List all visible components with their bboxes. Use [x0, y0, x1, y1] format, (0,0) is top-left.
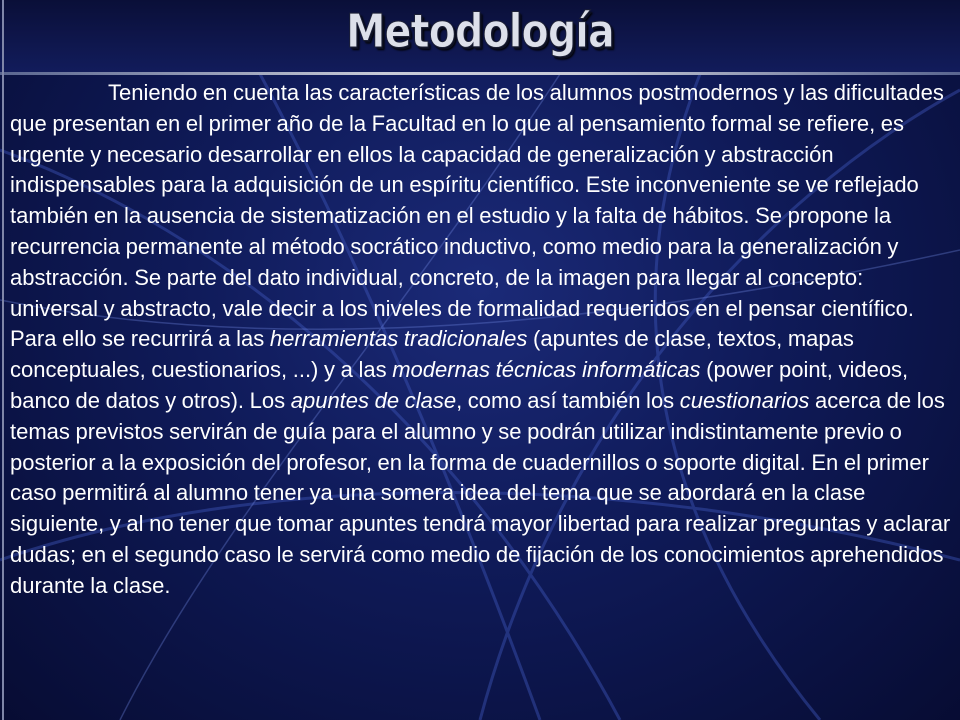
slide-title: Metodología — [346, 4, 614, 58]
left-border — [2, 0, 4, 720]
paragraph-italic-apuntes: apuntes de clase — [290, 387, 457, 413]
paragraph-text-2: (apuntes de clase, textos, mapas conceptuales, cuestionarios, ...) y a las — [10, 326, 854, 383]
paragraph-italic-herramientas: herramientas tradicionales — [269, 326, 528, 352]
paragraph-text-5: acerca de los temas previstos servirán de guía para el alumno y se podrán utilizar indistintamente previo o posterior a la exposición del profesor, en la forma de cuadernillos o soporte digital. En el primer caso permitirá al alumno tener ya una somera idea del tema que se abordará en la clase siguiente, y al no tener que tomar apuntes tendrá mayor libertad para realizar preguntas y aclarar dudas; en el segundo caso le servirá como medio de fijación de los conocimientos aprehendidos durante la clase. — [10, 387, 951, 598]
title-divider — [0, 72, 960, 75]
paragraph-text-1: Teniendo en cuenta las características de los alumnos postmodernos y las dificultades que presentan en el primer año de la Facultad en lo que al pensamiento formal se refiere, es urgente y necesario desarrollar en ellos la capacidad de generalización y abstracción indispensables para la adquisición de un espíritu científico. Este inconveniente se ve reflejado también en la ausencia de sistematización en el estudio y la falta de hábitos. Se propone la recurrencia permanente al método socrático inductivo, como medio para la generalización y abstracción. Se parte del dato individual, concreto, de la imagen para llegar al concepto: universal y abstracto, vale decir a los niveles de formalidad requeridos en el pensar científico. Para ello se recurrirá a las — [10, 80, 944, 352]
paragraph-text-4: , como así también los — [456, 387, 680, 413]
paragraph-text-3: (power point, videos, banco de datos y otros). Los — [10, 357, 909, 413]
slide-body-paragraph — [10, 78, 952, 602]
paragraph-italic-cuestionarios: cuestionarios — [679, 387, 810, 413]
paragraph-italic-modernas: modernas técnicas informáticas — [392, 357, 701, 383]
